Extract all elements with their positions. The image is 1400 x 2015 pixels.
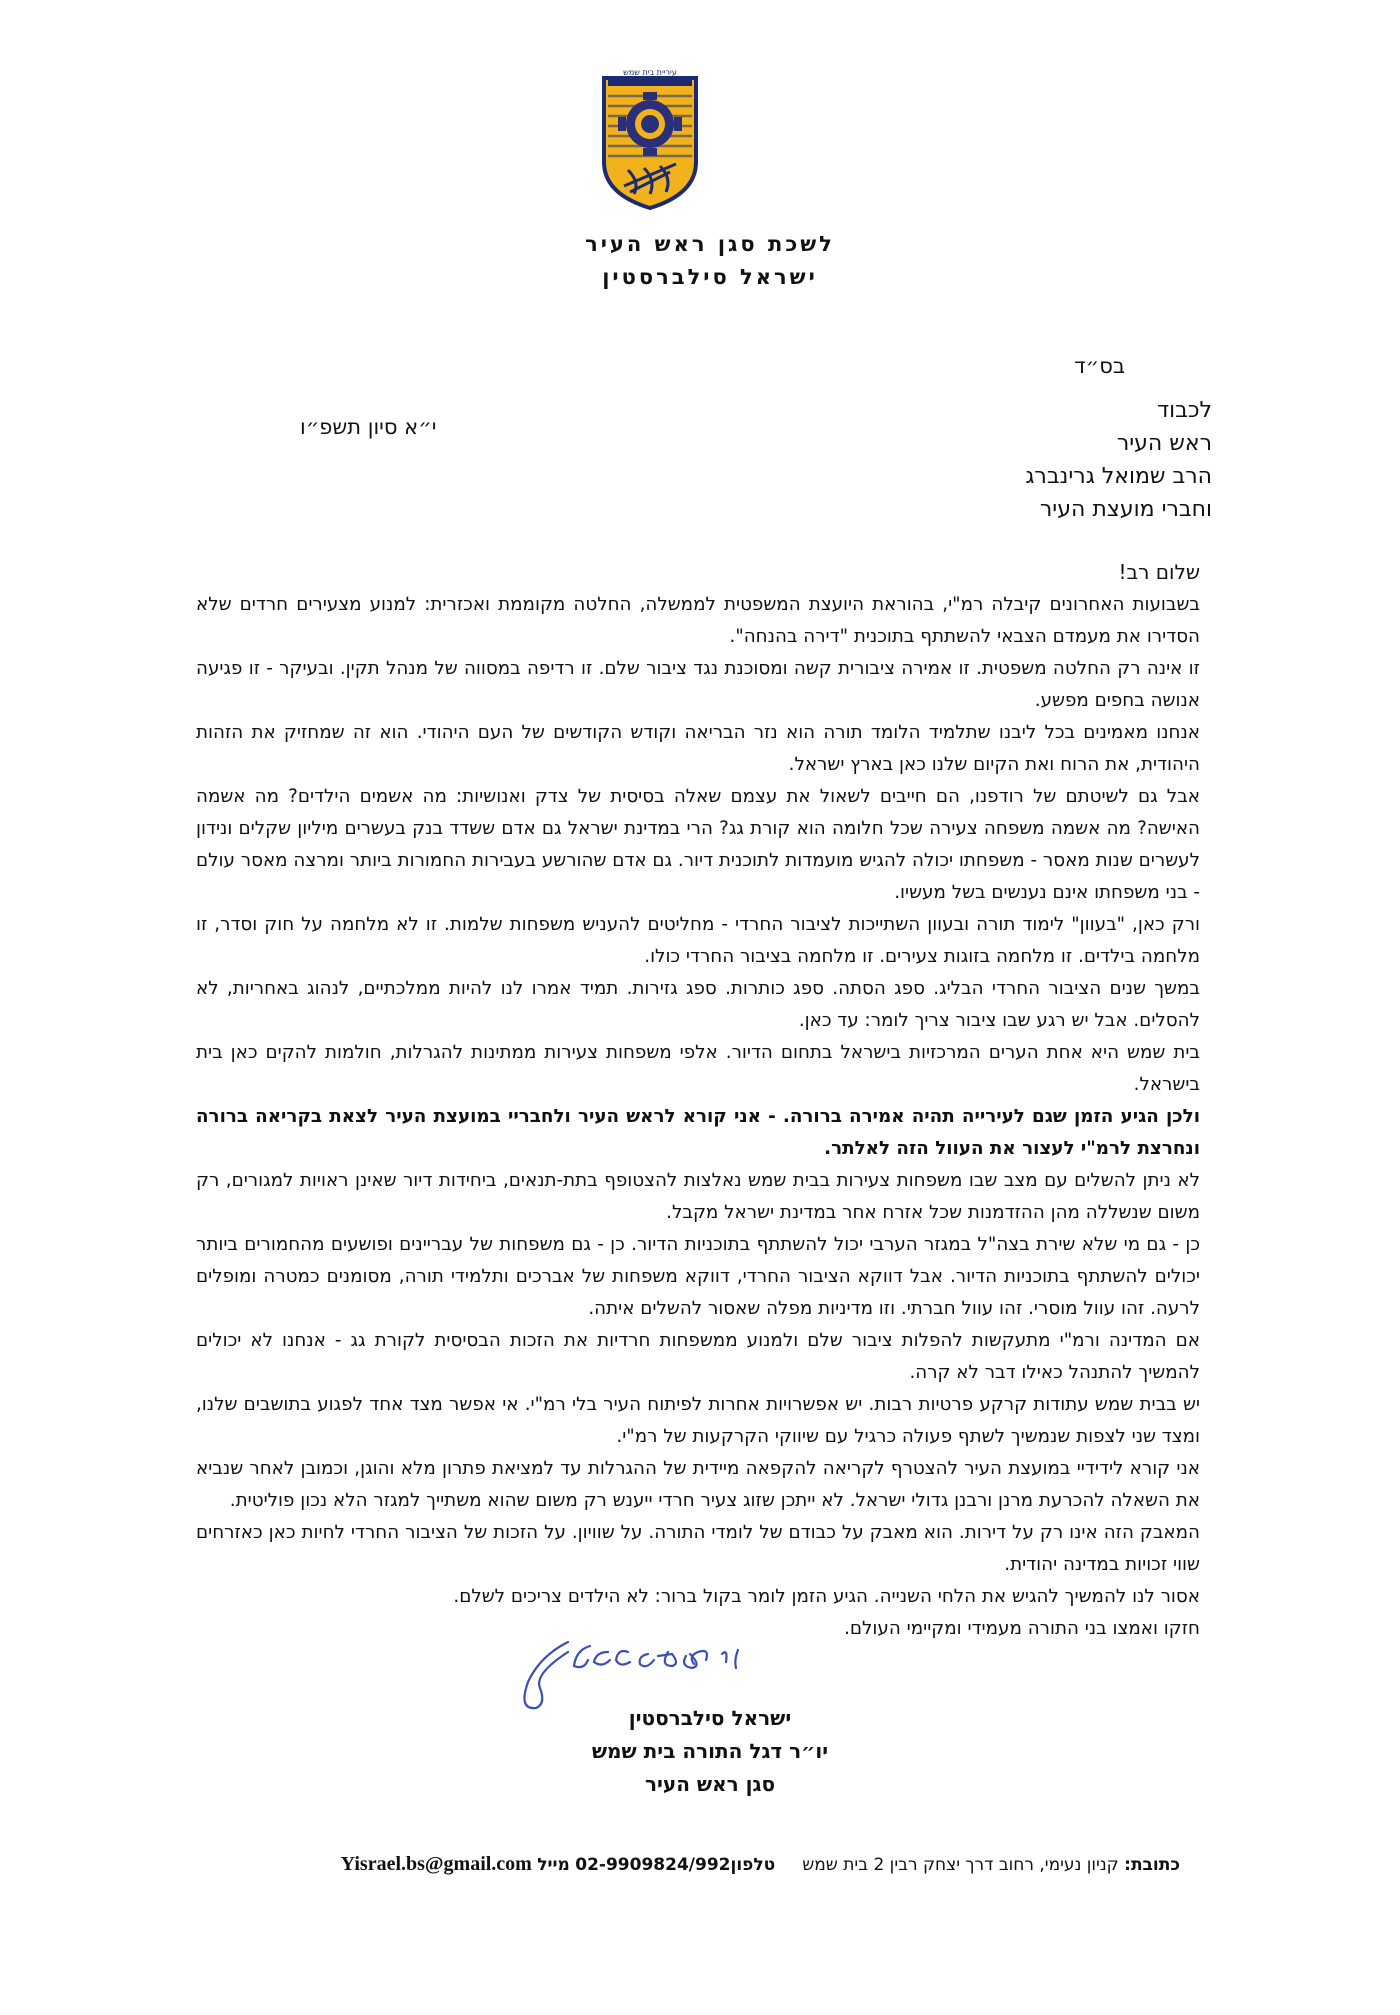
- body-paragraph: אנחנו מאמינים בכל ליבנו שתלמיד הלומד תורה הוא נזר הבריאה וקודש הקודשים של העם היהודי. הוא זה שמחזיק את הזהות היהודית, את הרוח ואת הקיום שלנו כאן בארץ ישראל.: [196, 722, 1200, 775]
- body-paragraph: במשך שנים הציבור החרדי הבליג. ספג הסתה. ספג כותרות. ספג גזירות. תמיד אמרו לנו להיות ממלכתיים, לנהוג באחריות, לא להסלים. אבל יש רגע שבו ציבור צריך לומר: עד כאן.: [196, 978, 1200, 1031]
- body-paragraph: לא ניתן להשלים עם מצב שבו משפחות צעירות בבית שמש נאלצות להצטופף בתת-תנאים, ביחידות דיור שאינן ראויות למגורים, רק משום שנשללה מהן ההזדמנות שכל אזרח אחר במדינת ישראל מקבל.: [196, 1170, 1200, 1223]
- body-paragraph: בית שמש היא אחת הערים המרכזיות בישראל בתחום הדיור. אלפי משפחות צעירות ממתינות להגרלות, חולמות להקים כאן בית בישראל.: [196, 1042, 1200, 1095]
- phone-number: 02-9909824/992: [575, 1855, 731, 1875]
- mail-label: מייל: [537, 1855, 570, 1875]
- handwritten-signature: [510, 1632, 750, 1712]
- body-paragraph: המאבק הזה אינו רק על דירות. הוא מאבק על כבודם של לומדי התורה. על שוויון. על הזכות של הציבור החרדי לחיות כאן כאזרחים שווי זכויות במדינה יהודית.: [196, 1522, 1200, 1575]
- letter-body: [196, 556, 1200, 1645]
- letter-date: י״א סיון תשפ״ו: [300, 415, 437, 439]
- body-paragraph: אסור לנו להמשיך להגיש את הלחי השנייה. הגיע הזמן לומר בקול ברור: לא הילדים צריכים לשלם.: [453, 1586, 1200, 1607]
- signer-title: יו״ר דגל התורה בית שמש: [591, 1739, 829, 1763]
- address-text: קניון נעימי, רחוב דרך יצחק רבין 2 בית שמש: [802, 1855, 1119, 1875]
- body-paragraph: כן - גם מי שלא שירת בצה"ל במגזר הערבי יכול להשתתף בתוכניות הדיור. כן - גם משפחות של עבריינים ופושעים מהחמורים ביותר יכולים להשתתף בתוכניות הדיור. אבל דווקא הציבור החרדי, דווקא משפחות של אברכים ותלמידי תורה, מסומנים כמטרה ומופלים לרעה. זהו עוול מוסרי. זהו עוול חברתי. וזו מדיניות מפלה שאסור להשלים איתה.: [196, 1234, 1200, 1319]
- logo-caption: עיריית בית שמש: [623, 68, 677, 77]
- address-label: כתובת:: [1124, 1855, 1180, 1875]
- addressee-line: וחברי מועצת העיר: [1039, 497, 1212, 522]
- body-paragraph: אם המדינה ורמ"י מתעקשות להפלות ציבור שלם ולמנוע ממשפחות חרדיות את הזכות הבסיסית לקורת גג - אנחנו לא יכולים להמשיך להתנהל כאילו דבר לא קרה.: [196, 1330, 1200, 1383]
- phone-label: טלפון: [730, 1855, 776, 1875]
- call-to-action-paragraph: ולכן הגיע הזמן שגם לעירייה תהיה אמירה ברורה. - אני קורא לראש העיר ולחבריי במועצת העיר לצאת בקריאה ברורה ונחרצת לרמ"י לעצור את העוול הזה לאלתר.: [196, 1106, 1200, 1159]
- body-paragraph: ורק כאן, "בעוון" לימוד תורה ובעוון השתייכות לציבור החרדי - מחליטים להעניש משפחות שלמות. זו לא מלחמה על חוק וסדר, זו מלחמה בילדים. זו מלחמה בזוגות צעירים. זו מלחמה בציבור החרדי כולו.: [196, 914, 1200, 967]
- addressee-line: ראש העיר: [1116, 431, 1212, 456]
- body-paragraph: זו אינה רק החלטה משפטית. זו אמירה ציבורית קשה ומסוכנת נגד ציבור שלם. זו רדיפה במסווה של מנהל תקין. ובעיקר - זו פגיעה אנושה בחפים מפשע.: [196, 658, 1200, 711]
- office-heading: [0, 228, 1400, 294]
- body-paragraph: בשבועות האחרונים קיבלה רמ"י, בהוראת היועצת המשפטית לממשלה, החלטה מקוממת ואכזרית: למנוע מצעירים חרדים שלא הסדירו את מעמדם הצבאי להשתתף בתוכנית "דירה בהנחה".: [196, 594, 1200, 647]
- body-paragraph: אני קורא לידידיי במועצת העיר להצטרף לקריאה להקפאה מיידית של ההגרלות עד למציאת פתרון מלא והוגן, וכמובן לאחר שנביא את השאלה להכרעת מרנן ורבנן גדולי ישראל. לא ייתכן שזוג צעיר חרדי ייענש רק משום שהוא משתייך למגזר הלא נכון פוליטית.: [196, 1458, 1200, 1511]
- greeting: שלום רב!: [1118, 560, 1200, 584]
- bsd-mark: בס״ד: [1074, 354, 1125, 378]
- addressee-line: הרב שמואל גרינברג: [1025, 464, 1212, 489]
- signer-block: [0, 1702, 1400, 1801]
- body-paragraph: אבל גם לשיטתם של רודפנו, הם חייבים לשאול את עצמם שאלה בסיסית של צדק ואנושיות: מה אשמים הילדים? מה אשמה האישה? מה אשמה משפחה צעירה שכל חלומה הוא קורת גג? הרי במדינת ישראל גם אדם ששדד בנק בעשרים מיליון שקלים ונידון לעשרים שנות מאסר - משפחתו יכולה להגיש מועמדות לתוכנית דיור. גם אדם שהורשע בעבירות החמורות ביותר ומרצה מאסר עולם - בני משפחתו אינם נענשים בשל מעשיו.: [196, 786, 1200, 903]
- addressee-line: לכבוד: [1157, 398, 1212, 423]
- signer-name: ישראל סילברסטין: [628, 1706, 792, 1730]
- office-title: לשכת סגן ראש העיר: [585, 232, 835, 256]
- city-emblem-logo: [600, 64, 700, 210]
- signer-title: סגן ראש העיר: [644, 1772, 776, 1796]
- body-paragraph: יש בבית שמש עתודות קרקע פרטיות רבות. יש אפשרויות אחרות לפיתוח העיר בלי רמ"י. אי אפשר מצד אחד לפגוע בתושבים שלנו, ומצד שני לצפות שנמשיך לשתף פעולה כרגיל עם שיווקי הקרקעות של רמ"י.: [196, 1394, 1200, 1447]
- closing-blessing: חזקו ואמצו בני התורה מעמידי ומקיימי העולם.: [844, 1618, 1200, 1639]
- contact-footer: [341, 1853, 1180, 1876]
- office-holder-name: ישראל סילברסטין: [602, 265, 818, 289]
- addressee-block: [1025, 394, 1212, 526]
- email-address[interactable]: Yisrael.bs@gmail.com: [340, 1853, 532, 1875]
